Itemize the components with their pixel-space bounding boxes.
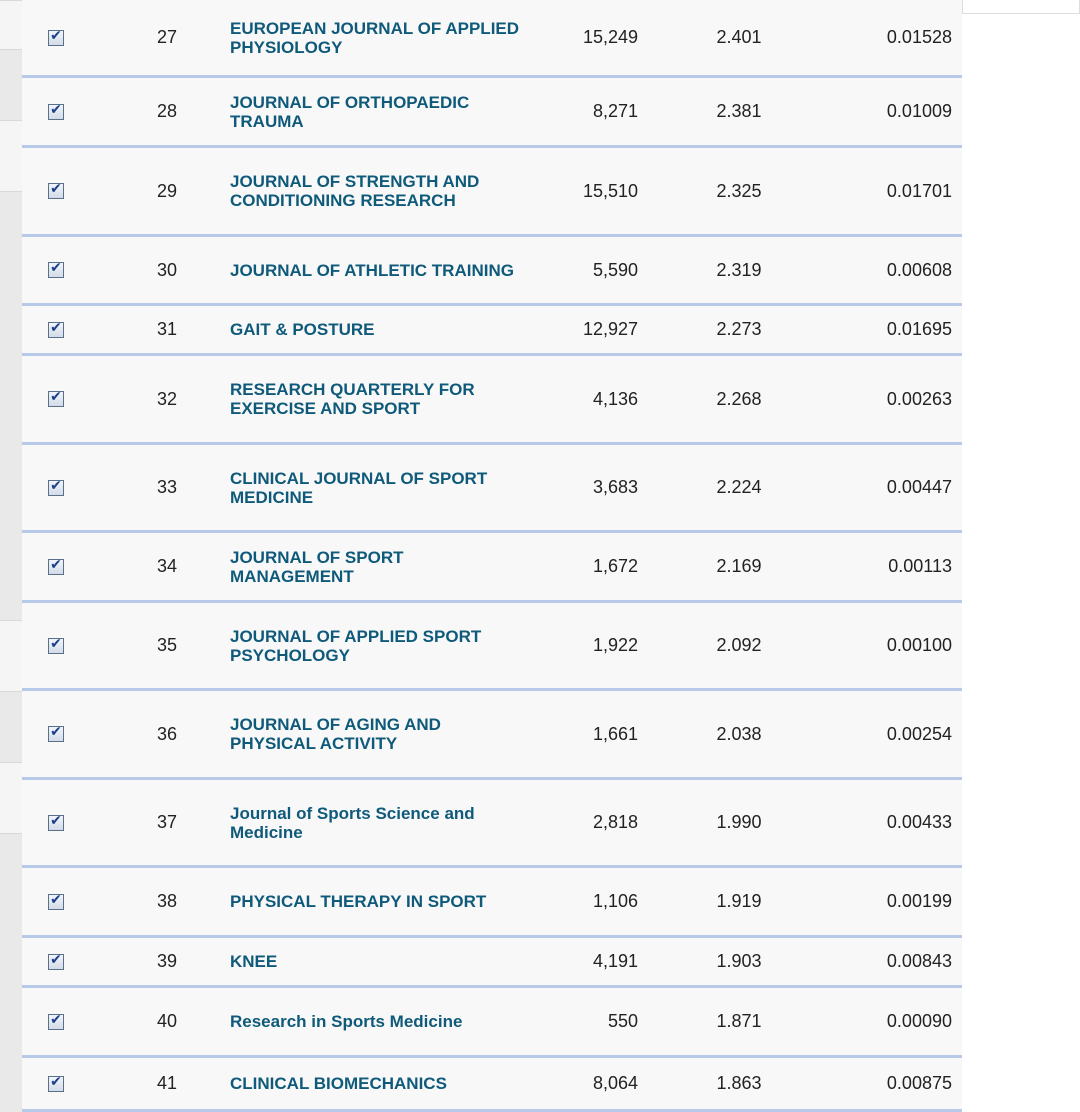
table-row [22,0,962,78]
table-row [22,78,962,148]
total-cites-cell: 550 [607,1011,638,1031]
row-select-checkbox[interactable] [48,183,64,199]
journal-title-cell [230,445,530,530]
checkbox-checked-icon: ✔ [50,260,62,276]
checkbox-checked-icon: ✔ [50,389,62,405]
table-row [22,938,962,988]
gutter-panel-band [0,620,22,692]
checkbox-checked-icon: ✔ [50,477,62,494]
impact-factor-cell: 1.990 [716,812,762,832]
row-select-checkbox[interactable] [48,101,64,120]
checkbox-checked-icon: ✔ [50,319,62,336]
impact-factor-cell: 2.401 [716,27,762,47]
table-row [22,988,962,1058]
rank-cell: 29 [156,180,178,201]
eigenfactor-cell: 0.01528 [886,27,952,47]
journal-title-cell [230,148,530,234]
journal-title-cell [230,988,530,1055]
journal-title-cell [230,1058,530,1109]
select-cell [22,868,90,935]
row-select-checkbox[interactable] [48,1011,64,1030]
checkbox-checked-icon: ✔ [50,1073,62,1090]
row-select-checkbox[interactable] [48,262,64,278]
total-cites-cell: 15,510 [582,180,638,201]
checkbox-checked-icon: ✔ [50,556,62,573]
select-cell [22,938,90,985]
journal-title-cell [230,237,530,303]
eigenfactor-cell: 0.00254 [886,723,952,744]
select-cell [22,1058,90,1109]
table-row [22,533,962,603]
row-select-checkbox[interactable] [48,477,64,496]
total-cites-cell: 5,590 [592,259,638,280]
journal-title-link[interactable]: Research in Sports Medicine [230,1012,463,1031]
table-row [22,445,962,533]
rank-cell: 31 [156,319,178,339]
eigenfactor-cell: 0.00263 [886,388,952,409]
table-row [22,1058,962,1112]
journal-title-cell [230,306,530,353]
total-cites-cell: 15,249 [582,27,638,47]
journal-title-link[interactable]: KNEE [230,952,278,971]
checkbox-checked-icon: ✔ [50,891,62,908]
journal-title-link[interactable]: Journal of Sports Science and Medicine [230,803,475,842]
table-row [22,780,962,868]
journal-title-cell [230,356,530,442]
impact-factor-cell: 2.325 [716,180,762,201]
impact-factor-cell: 1.903 [716,951,762,971]
journal-title-link[interactable]: RESEARCH QUARTERLY FOR EXERCISE AND SPORT [230,380,475,418]
rank-cell: 27 [156,27,178,47]
select-cell [22,988,90,1055]
total-cites-cell: 4,136 [592,388,638,409]
eigenfactor-cell: 0.00447 [886,477,952,497]
row-select-checkbox[interactable] [48,726,64,742]
right-empty-area [962,0,1080,1112]
row-select-checkbox[interactable] [48,891,64,910]
eigenfactor-cell: 0.00100 [886,635,952,655]
total-cites-cell: 1,106 [592,891,638,911]
select-cell [22,603,90,688]
eigenfactor-cell: 0.00090 [886,1011,952,1031]
rank-cell: 35 [156,635,178,655]
eigenfactor-cell: 0.01009 [886,101,952,121]
select-cell [22,78,90,145]
table-row [22,691,962,780]
table-row [22,356,962,445]
gutter-panel-band [0,0,22,50]
impact-factor-cell: 2.319 [716,259,762,280]
select-cell [22,306,90,353]
rank-cell: 28 [156,101,178,121]
impact-factor-cell: 2.038 [716,723,762,744]
rank-cell: 39 [156,951,178,971]
eigenfactor-cell: 0.01695 [886,319,952,339]
row-select-checkbox[interactable] [48,391,64,407]
journal-title-link[interactable]: CLINICAL BIOMECHANICS [230,1074,447,1093]
total-cites-cell: 2,818 [592,812,638,832]
right-panel-edge [962,0,1080,14]
row-select-checkbox[interactable] [48,27,64,46]
select-cell [22,533,90,600]
select-cell [22,356,90,442]
rank-cell: 36 [156,723,178,744]
journal-title-cell [230,691,530,777]
journal-title-link[interactable]: JOURNAL OF ATHLETIC TRAINING [230,260,514,280]
gutter-panel-band [0,120,22,192]
checkbox-checked-icon: ✔ [50,181,62,197]
eigenfactor-cell: 0.00875 [886,1073,952,1093]
table-row [22,868,962,938]
impact-factor-cell: 2.381 [716,101,762,121]
impact-factor-cell: 1.871 [716,1011,762,1031]
checkbox-checked-icon: ✔ [50,812,62,829]
rank-cell: 41 [156,1073,178,1093]
eigenfactor-cell: 0.00843 [886,951,952,971]
eigenfactor-cell: 0.01701 [886,180,952,201]
total-cites-cell: 8,064 [592,1073,638,1093]
rank-cell: 33 [156,477,178,497]
gutter-panel-band [0,762,22,834]
total-cites-cell: 1,672 [592,556,638,576]
row-select-checkbox[interactable] [48,556,64,575]
impact-factor-cell: 2.273 [716,319,762,339]
checkbox-checked-icon: ✔ [50,724,62,740]
eigenfactor-cell: 0.00608 [886,259,952,280]
journal-title-cell [230,780,530,865]
impact-factor-cell: 2.092 [716,635,762,655]
total-cites-cell: 1,661 [592,723,638,744]
journal-title-link[interactable]: JOURNAL OF SPORT MANAGEMENT [230,547,404,586]
checkbox-checked-icon: ✔ [50,635,62,652]
journal-title-cell [230,533,530,600]
rank-cell: 34 [156,556,178,576]
checkbox-checked-icon: ✔ [50,951,62,968]
row-select-checkbox[interactable] [48,1073,64,1092]
journal-title-link[interactable]: GAIT & POSTURE [230,320,375,339]
journal-title-cell [230,78,530,145]
table-row [22,148,962,237]
impact-factor-cell: 2.169 [716,556,762,576]
journal-title-cell [230,868,530,935]
row-select-checkbox[interactable] [48,951,64,970]
eigenfactor-cell: 0.00433 [886,812,952,832]
select-cell [22,445,90,530]
total-cites-cell: 3,683 [592,477,638,497]
table-row [22,237,962,306]
impact-factor-cell: 1.863 [716,1073,762,1093]
journal-title-link[interactable]: PHYSICAL THERAPY IN SPORT [230,892,487,911]
table-row [22,603,962,691]
rank-cell: 37 [156,812,178,832]
total-cites-cell: 1,922 [592,635,638,655]
journal-title-cell [230,938,530,985]
select-cell [22,148,90,234]
rank-cell: 30 [156,259,178,280]
row-select-checkbox[interactable] [48,812,64,831]
impact-factor-cell: 2.268 [716,388,762,409]
checkbox-checked-icon: ✔ [50,27,62,44]
checkbox-checked-icon: ✔ [50,1011,62,1028]
row-select-checkbox[interactable] [48,635,64,654]
journal-title-link[interactable]: CLINICAL JOURNAL OF SPORT MEDICINE [230,468,488,507]
total-cites-cell: 8,271 [592,101,638,121]
eigenfactor-cell: 0.00113 [888,556,952,576]
checkbox-checked-icon: ✔ [50,101,62,118]
table-row [22,306,962,356]
journal-title-link[interactable]: JOURNAL OF APPLIED SPORT PSYCHOLOGY [230,626,482,665]
select-cell [22,691,90,777]
journal-title-link[interactable]: JOURNAL OF STRENGTH AND CONDITIONING RESEARCH [230,172,480,210]
journal-title-cell [230,0,530,75]
rank-cell: 32 [156,388,178,409]
impact-factor-cell: 1.919 [716,891,762,911]
total-cites-cell: 4,191 [592,951,638,971]
eigenfactor-cell: 0.00199 [886,891,952,911]
row-select-checkbox[interactable] [48,319,64,338]
rank-cell: 40 [156,1011,178,1031]
journal-title-link[interactable]: JOURNAL OF ORTHOPAEDIC TRAUMA [230,92,470,131]
select-cell [22,780,90,865]
left-gutter [0,0,22,1112]
impact-factor-cell: 2.224 [716,477,762,497]
select-cell [22,237,90,303]
rank-cell: 38 [156,891,178,911]
journal-title-cell [230,603,530,688]
journal-results-table [22,0,962,1112]
journal-title-link[interactable]: JOURNAL OF AGING AND PHYSICAL ACTIVITY [230,715,441,753]
journal-title-link[interactable]: EUROPEAN JOURNAL OF APPLIED PHYSIOLOGY [230,18,520,57]
total-cites-cell: 12,927 [582,319,638,339]
select-cell [22,0,90,75]
